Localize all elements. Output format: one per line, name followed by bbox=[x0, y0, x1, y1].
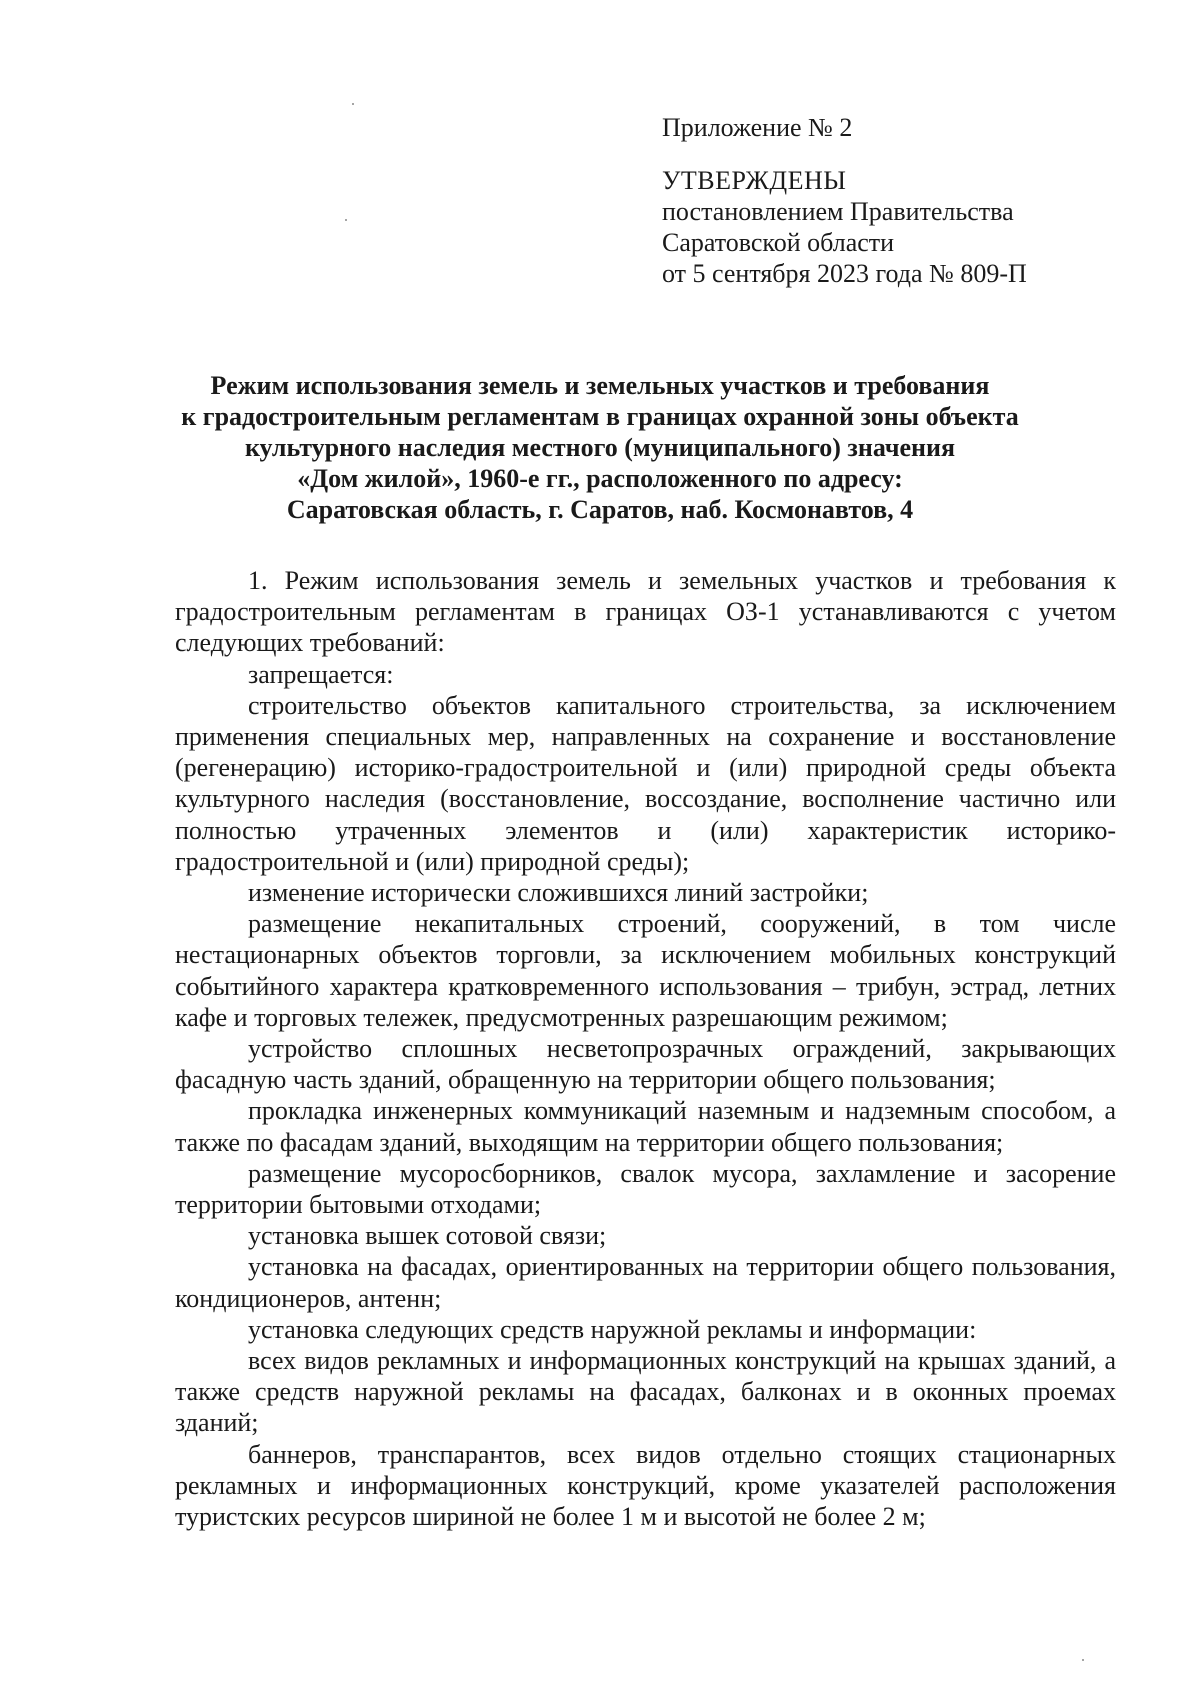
paragraph: запрещается: bbox=[248, 659, 394, 689]
title-line: культурного наследия местного (муниципального) значения bbox=[244, 433, 956, 462]
paragraph: установка на фасадах, ориентированных на территории общего пользования, кондиционеров, антенн; bbox=[175, 1252, 1116, 1313]
scan-speck bbox=[352, 103, 354, 105]
scan-speck bbox=[345, 219, 347, 221]
annex-number: Приложение № 2 bbox=[662, 113, 853, 142]
document-title bbox=[100, 370, 1100, 525]
approval-line: постановлением Правительства bbox=[662, 197, 1014, 226]
title-line: к градостроительным регламентам в границах охранной зоны объекта bbox=[181, 402, 1019, 431]
approval-block bbox=[662, 112, 1027, 289]
paragraph: размещение мусоросборников, свалок мусора, захламление и засорение территории бытовыми отходами; bbox=[175, 1158, 1116, 1220]
document-body bbox=[175, 565, 1116, 1532]
paragraph: 1. Режим использования земель и земельных участков и требования к градостроительным регламентам в границах ОЗ-1 устанавливаются с учетом следующих требований: bbox=[175, 566, 1116, 658]
scan-speck bbox=[1082, 1659, 1084, 1661]
paragraph: всех видов рекламных и информационных конструкций на крышах зданий, а также средств наружной рекламы на фасадах, балконах и в оконных проемах зданий; bbox=[175, 1346, 1116, 1438]
title-line: «Дом жилой», 1960-е гг., расположенного по адресу: bbox=[297, 464, 903, 493]
paragraph: прокладка инженерных коммуникаций наземным и надземным способом, а также по фасадам зданий, выходящим на территории общего пользования; bbox=[175, 1096, 1116, 1157]
approval-line: от 5 сентября 2023 года № 809-П bbox=[662, 259, 1027, 288]
title-line: Саратовская область, г. Саратов, наб. Космонавтов, 4 bbox=[286, 495, 914, 524]
paragraph: изменение исторически сложившихся линий застройки; bbox=[248, 878, 869, 908]
title-line: Режим использования земель и земельных участков и требования bbox=[210, 371, 990, 400]
paragraph: установка следующих средств наружной рекламы и информации: bbox=[248, 1314, 977, 1344]
approval-line: Саратовской области bbox=[662, 228, 895, 257]
paragraph: размещение некапитальных строений, сооружений, в том числе нестационарных объектов торговли, за исключением мобильных конструкций событийного характера кратковременного использования – трибун, эстрад, летних кафе и торговых тележек, предусмотренных разрешающим режимом; bbox=[175, 909, 1116, 1032]
paragraph: устройство сплошных несветопрозрачных ограждений, закрывающих фасадную часть зданий, обращенную на территории общего пользования; bbox=[175, 1034, 1116, 1095]
paragraph: строительство объектов капитального строительства, за исключением применения специальных мер, направленных на сохранение и восстановление (регенерацию) историко-градостроительной и (или) природной среды объекта культурного наследия (восстановление, воссоздание, восполнение частично или полностью утраченных элементов и (или) характеристик историко-градостроительной и (или) природной среды); bbox=[175, 690, 1116, 876]
approved-heading: УТВЕРЖДЕНЫ bbox=[662, 166, 847, 195]
paragraph: баннеров, транспарантов, всех видов отдельно стоящих стационарных рекламных и информационных конструкций, кроме указателей расположения туристских ресурсов шириной не более 1 м и высотой не более 2 м; bbox=[175, 1439, 1116, 1532]
paragraph: установка вышек сотовой связи; bbox=[248, 1221, 607, 1251]
